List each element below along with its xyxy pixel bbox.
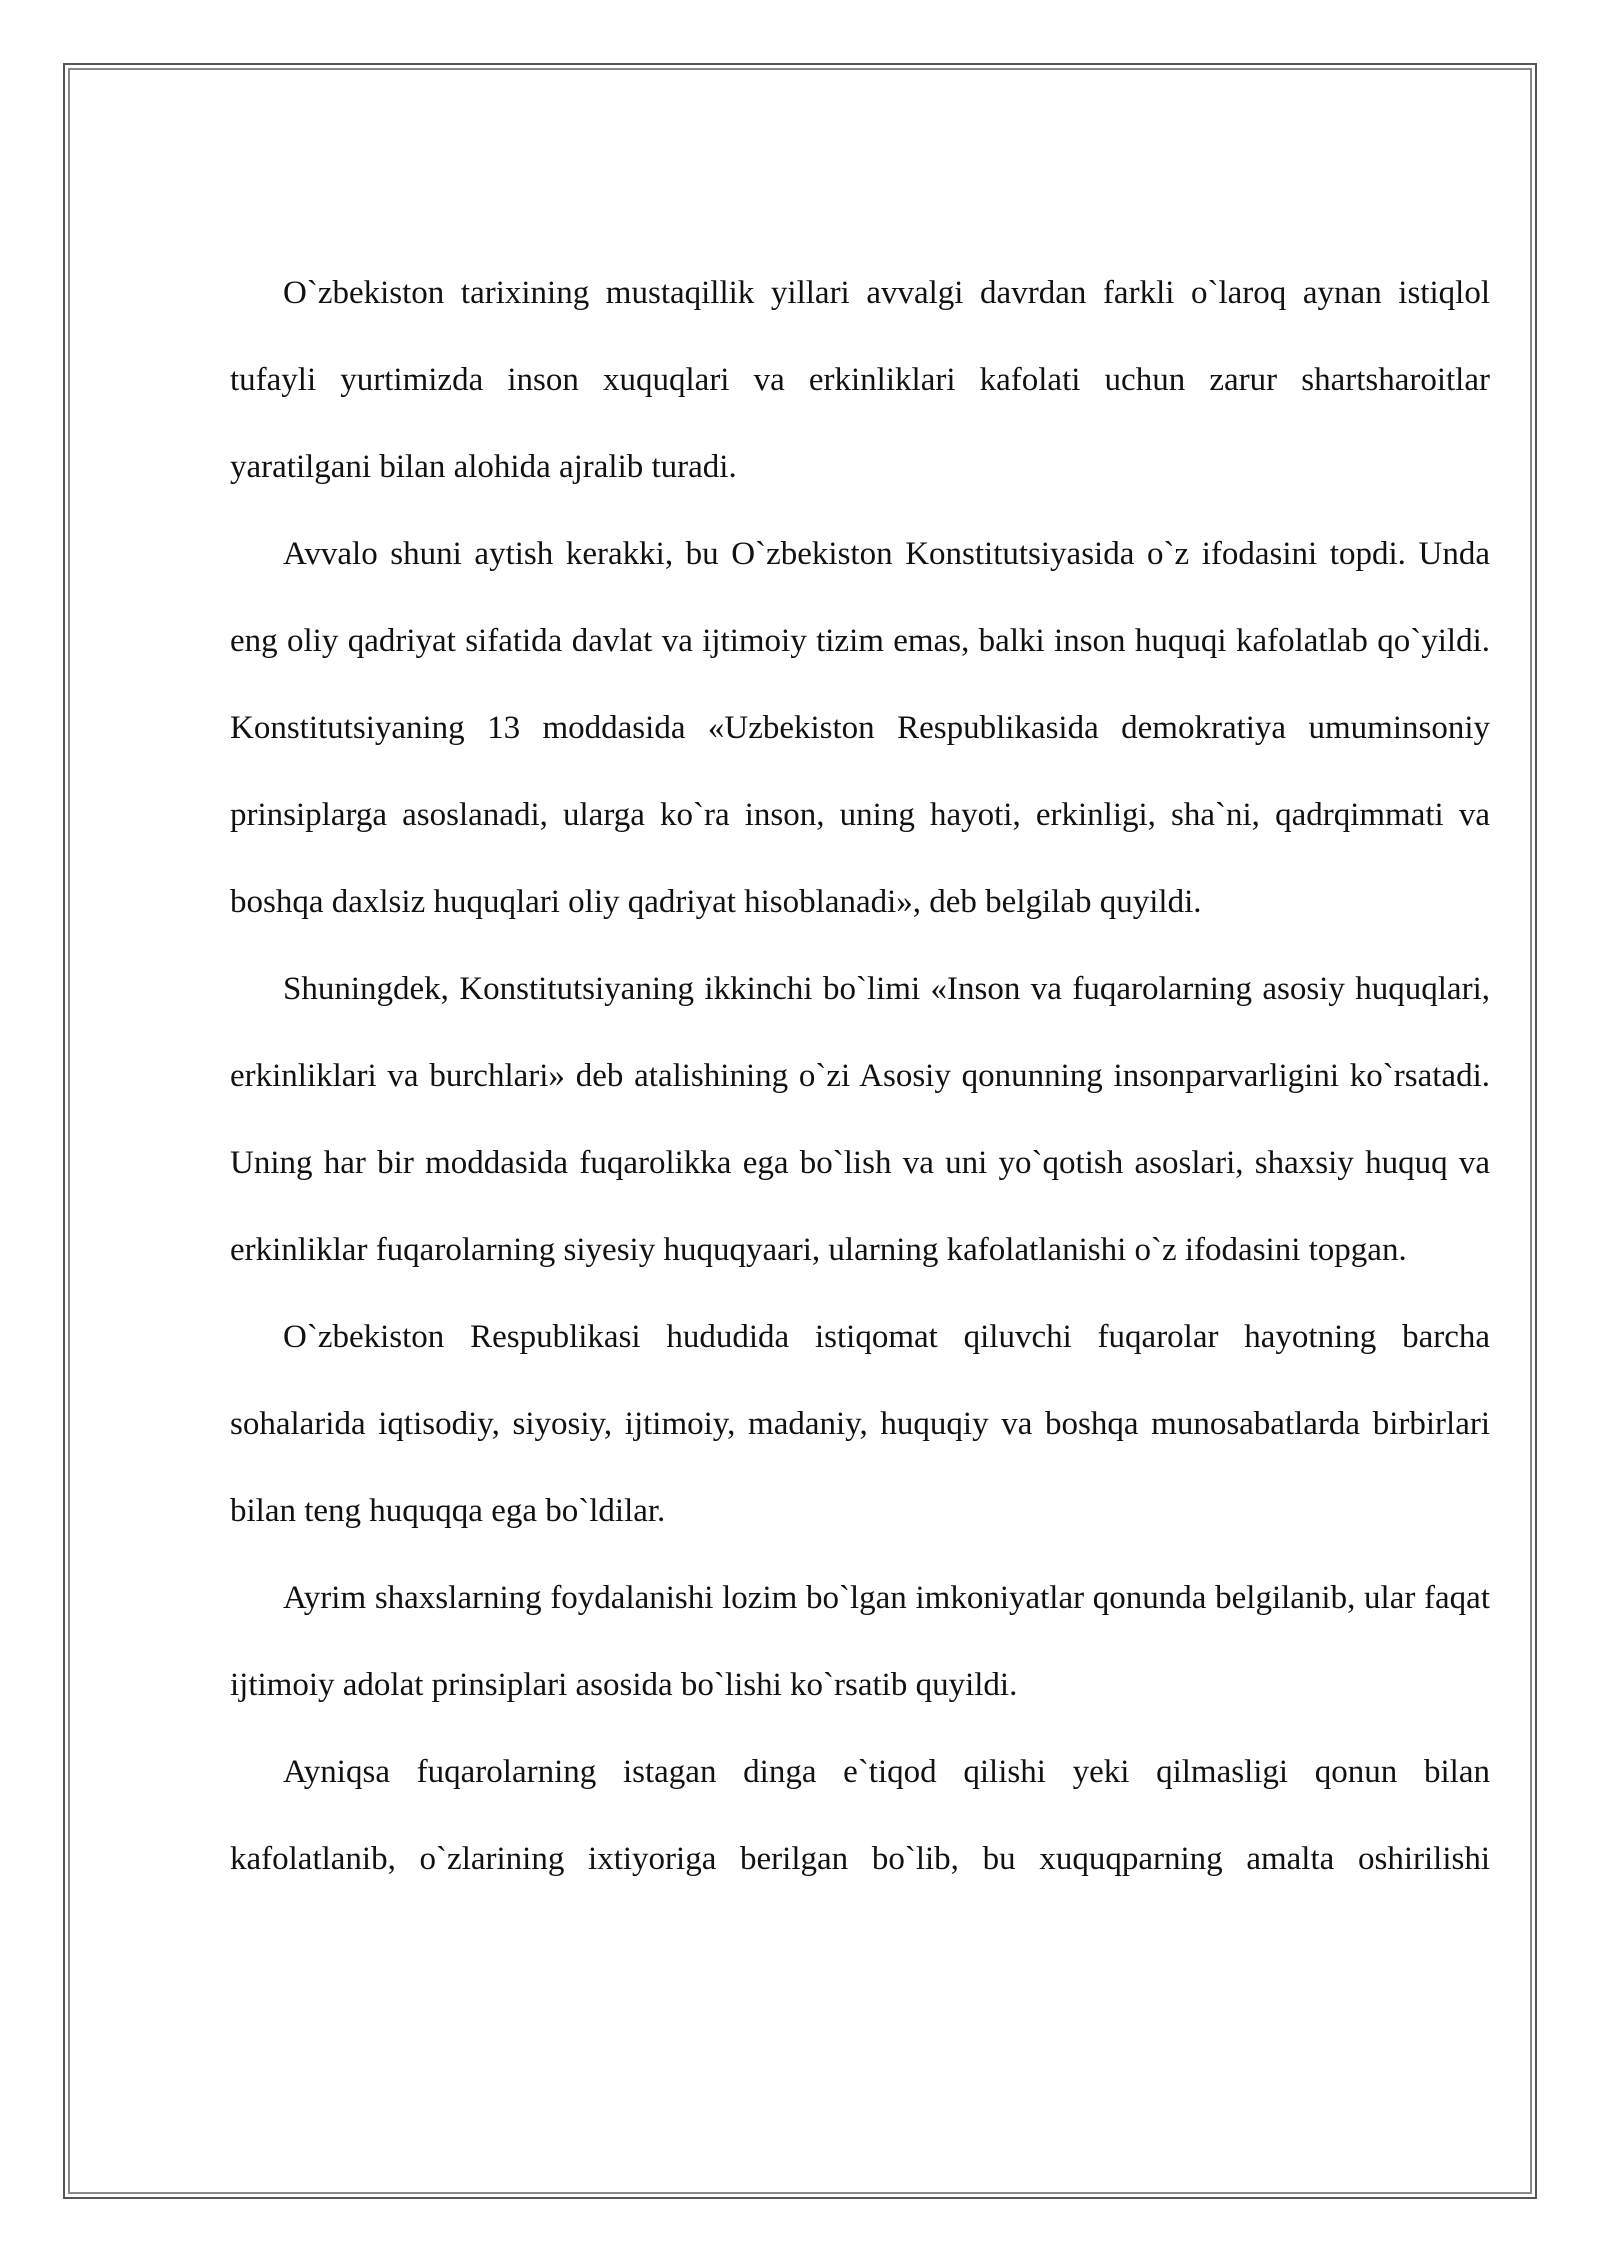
paragraph-3: Shuningdek, Konstitutsiyaning ikkinchi bo`limi «Inson va fuqarolarning asosiy huquqlari, erkinliklari va burchlari» deb atalishining o`zi Asosiy qonunning insonparvarligini ko`rsatadi. Uning har bir moddasida fuqarolikka ega bo`lish va uni yo`qotish asoslari, shaxsiy huquq va erkinliklar fuqarolarning siyesiy huquqyaari, ularning kafolatlanishi o`z ifodasini topgan. [230, 971, 1490, 1268]
paragraph-4: O`zbekiston Respublikasi hududida istiqomat qiluvchi fuqarolar hayotning barcha sohalarida iqtisodiy, siyosiy, ijtimoiy, madaniy, huquqiy va boshqa munosabatlarda birbirlari bilan teng huquqqa ega bo`ldilar. [230, 1319, 1490, 1529]
paragraph-2: Avvalo shuni aytish kerakki, bu O`zbekiston Konstitutsiyasida o`z ifodasini topdi. Unda eng oliy qadriyat sifatida davlat va ijtimoiy tizim emas, balki inson huquqi kafolatlab qo`yildi. Konstitutsiyaning 13 moddasida «Uzbekiston Respublikasida demokratiya umuminsoniy prinsiplarga asoslanadi, ularga ko`ra inson, uning hayoti, erkinligi, sha`ni, qadrqimmati va boshqa daxlsiz huquqlari oliy qadriyat hisoblanadi», deb belgilab quyildi. [230, 536, 1490, 920]
paragraph-1: O`zbekiston tarixining mustaqillik yillari avvalgi davrdan farkli o`laroq aynan istiqlol tufayli yurtimizda inson xuquqlari va erkinliklari kafolati uchun zarur shartsharoitlar yaratilgani bilan alohida ajralib turadi. [230, 275, 1490, 485]
paragraph-5: Ayrim shaxslarning foydalanishi lozim bo`lgan imkoniyatlar qonunda belgilanib, ular faqat ijtimoiy adolat prinsiplari asosida bo`lishi ko`rsatib quyildi. [230, 1580, 1490, 1703]
document-body [230, 250, 1490, 1903]
paragraph-6: Ayniqsa fuqarolarning istagan dinga e`tiqod qilishi yeki qilmasligi qonun bilan kafolatlanib, o`zlarining ixtiyoriga berilgan bo`lib, bu xuquqparning amalta oshirilishi [230, 1754, 1490, 1877]
